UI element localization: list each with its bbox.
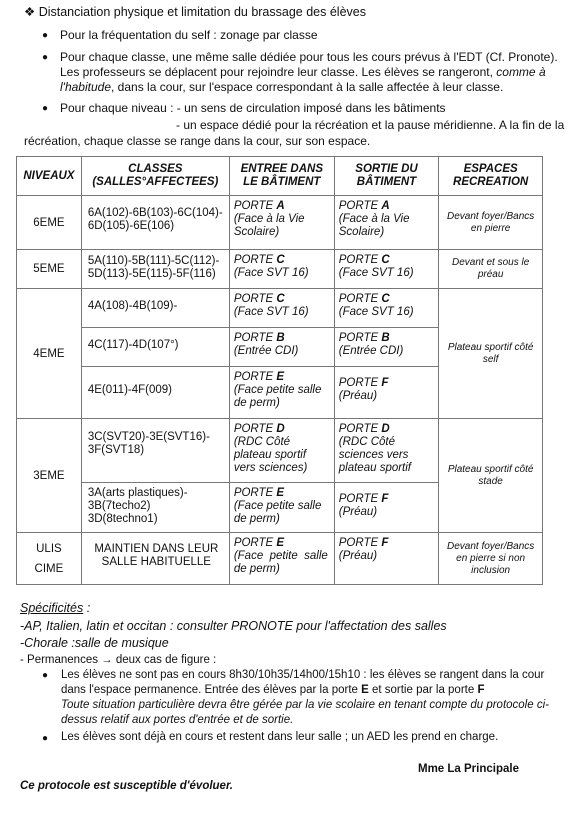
porte-letter: A — [276, 200, 285, 212]
cell-line: en pierre si non — [456, 552, 526, 564]
cell-line: 3A(arts plastiques)- — [87, 487, 188, 499]
porte-label: PORTE — [338, 377, 382, 389]
porte-letter: F — [477, 684, 485, 696]
specs-text: dans l'espace permanence. Entrée des élèves par la porte — [61, 684, 362, 696]
cell-line: 3C(SVT20)-3E(SVT16)- — [87, 431, 210, 443]
cell-line: Scolaire) — [233, 226, 280, 238]
porte-letter: E — [276, 371, 285, 383]
header-line: LE BÂTIMENT — [243, 176, 321, 188]
porte-label: PORTE — [338, 493, 382, 505]
porte-letter: A — [381, 200, 390, 212]
cell-line: (RDC Côté — [233, 436, 291, 448]
porte-letter: C — [276, 293, 285, 305]
header-line: CLASSES — [128, 163, 183, 175]
header-line: BÂTIMENT — [356, 176, 417, 188]
specs-bullet-1 — [61, 668, 549, 728]
cell-line: 4A(108)-4B(109)- — [87, 300, 178, 312]
classes-cell — [81, 419, 229, 483]
cell-line: de perm) — [233, 513, 280, 525]
cell-line: (Face petite salle — [233, 500, 322, 512]
heading — [24, 4, 366, 19]
cell-line: vers sciences) — [233, 462, 308, 474]
intro-italic: l'habitude — [60, 80, 111, 94]
porte-letter: B — [276, 332, 285, 344]
sortie-cell — [334, 289, 439, 328]
porte-label: PORTE — [233, 254, 277, 266]
cell-line: (Entrée CDI) — [338, 345, 404, 357]
cell-line: de perm) — [233, 397, 280, 409]
cell-line: préau — [477, 269, 504, 280]
cell-line: (Préau) — [338, 506, 378, 518]
cell-line: (Face petite salle — [233, 550, 328, 562]
sortie-cell — [334, 419, 439, 483]
specs-title — [20, 601, 90, 615]
header-line: ENTREE DANS — [240, 163, 323, 175]
sortie-cell — [334, 250, 439, 289]
specs-line: Les élèves ne sont pas en cours 8h30/10h35/14h00/15h10 : les élèves se rangent dans la cour — [61, 669, 545, 681]
cell-line: CIME — [34, 562, 64, 575]
table-row — [17, 196, 543, 250]
col-espaces — [439, 157, 543, 196]
specs-line: Toute situation particulière devra être gérée par la vie scolaire en tenant compte du protocole ci- — [61, 699, 549, 711]
cell-line: (Face SVT 16) — [233, 306, 309, 318]
entree-cell — [229, 419, 334, 483]
intro-bullet-classe — [60, 50, 565, 95]
niveau-cell: 4EME — [17, 289, 82, 419]
intro-bullet-self: Pour la fréquentation du self : zonage par classe — [60, 28, 318, 42]
entree-cell — [229, 533, 334, 585]
header-line: ESPACES — [463, 163, 518, 175]
cell-line: self — [482, 353, 499, 365]
cell-line: (RDC Côté — [338, 436, 395, 448]
espace-cell — [439, 250, 543, 289]
entree-cell — [229, 289, 334, 328]
niveau-cell: 5EME — [17, 250, 82, 289]
header-line: SORTIE DU — [355, 163, 418, 175]
cell-line: (Entrée CDI) — [233, 345, 299, 357]
porte-label: PORTE — [233, 332, 277, 344]
cell-line: 6D(105)-6E(106) — [87, 220, 175, 232]
cell-line: Plateau sportif côté — [447, 341, 534, 353]
porte-label: PORTE — [338, 332, 382, 344]
porte-label: PORTE — [233, 371, 277, 383]
cell-line: 6A(102)-6B(103)-6C(104)- — [87, 207, 223, 219]
classes-cell — [81, 289, 229, 328]
classes-cell — [81, 367, 229, 419]
intro-line: Pour chaque classe, une même salle dédiée pour tous les cours prévus à l'EDT (Cf. Pronote). — [60, 50, 558, 64]
porte-letter: F — [381, 377, 389, 389]
entree-cell — [229, 328, 334, 367]
classes-cell — [81, 328, 229, 367]
intro-italic: comme à — [496, 65, 546, 79]
intro-line — [60, 80, 565, 95]
specs-text: et sortie par la porte — [368, 684, 478, 696]
intro-text: , dans la cour, sur l'espace correspondant à la salle affectée à leur classe. — [111, 80, 504, 94]
bullet-icon: ● — [42, 670, 49, 681]
porte-letter: C — [276, 254, 285, 266]
cell-line: 3D(8techno1) — [87, 513, 158, 525]
col-entree — [229, 157, 334, 196]
signature: Mme La Principale — [418, 763, 519, 775]
cell-line: Devant et sous le — [452, 257, 530, 268]
intro-line — [60, 65, 565, 80]
intro-niveau-line3: récréation, chaque classe se range dans la cour, sur son espace. — [24, 134, 371, 148]
espace-cell — [439, 289, 543, 419]
cell-line: Plateau sportif côté — [447, 463, 534, 475]
sortie-cell — [334, 367, 439, 419]
porte-label: PORTE — [233, 537, 277, 549]
col-sortie — [334, 157, 439, 196]
col-niveaux: NIVEAUX — [17, 157, 82, 196]
cell-line: (Face à la Vie — [338, 213, 410, 225]
specs-line: dessus relatif aux portes d'entrée et de sortie. — [61, 714, 294, 726]
porte-label: PORTE — [338, 423, 382, 435]
cell-line: (Préau) — [338, 390, 378, 402]
cell-line: (Face SVT 16) — [338, 306, 414, 318]
cell-line: 3B(7techo2) — [87, 500, 151, 512]
specs-chorale: -Chorale :salle de musique — [20, 636, 169, 650]
specs-bullet-2: Les élèves sont déjà en cours et restent dans leur salle ; un AED les prend en charge. — [61, 731, 499, 743]
cell-line: (Face petite salle — [233, 384, 322, 396]
niveau-cell — [17, 533, 82, 585]
cell-line: (Face à la Vie — [233, 213, 305, 225]
entree-cell — [229, 367, 334, 419]
porte-letter: D — [381, 423, 390, 435]
sortie-cell — [334, 533, 439, 585]
sortie-cell — [334, 196, 439, 250]
classes-cell — [81, 250, 229, 289]
intro-text: Les professeurs se déplacent pour rejoindre leur classe. Les élèves se rangeront, — [60, 65, 493, 79]
porte-letter: C — [381, 293, 390, 305]
specs-ap: -AP, Italien, latin et occitan : consulter PRONOTE pour l'affectation des salles — [20, 619, 447, 633]
specs-title-text: Spécificités — [20, 601, 84, 615]
cell-line: SALLE HABITUELLE — [101, 556, 211, 568]
bullet-icon: ● — [42, 30, 49, 41]
porte-label: PORTE — [233, 487, 277, 499]
porte-label: PORTE — [338, 537, 382, 549]
table-row — [17, 419, 543, 483]
col-classes — [81, 157, 229, 196]
cell-line: (Préau) — [338, 550, 378, 562]
cell-line: 5D(113)-5E(115)-5F(116) — [87, 268, 216, 280]
intro-niveau-line2: - un espace dédié pour la récréation et la pause méridienne. A la fin de la — [176, 118, 565, 132]
cell-line: sciences vers — [338, 449, 409, 461]
table-row — [17, 250, 543, 289]
diamond-bullet-icon: ❖ — [24, 5, 36, 19]
entree-cell — [229, 196, 334, 250]
classes-cell — [81, 483, 229, 533]
cell-line: inclusion — [471, 564, 511, 576]
porte-letter: C — [381, 254, 390, 266]
table-header-row — [17, 157, 543, 196]
bullet-icon: ● — [42, 733, 49, 744]
porte-letter: F — [381, 493, 389, 505]
intro-bullet-niveau: Pour chaque niveau : - un sens de circulation imposé dans les bâtiments — [60, 101, 446, 115]
bullet-icon: ● — [42, 103, 49, 114]
cell-line: de perm) — [233, 563, 280, 575]
espace-cell — [439, 196, 543, 250]
specs-title-colon: : — [83, 601, 91, 615]
cell-line: (Face SVT 16) — [233, 267, 309, 279]
heading-text: Distanciation physique et limitation du brassage des élèves — [38, 5, 366, 19]
table-row — [17, 533, 543, 585]
cell-line: Scolaire) — [338, 226, 385, 238]
cell-line: MAINTIEN DANS LEUR — [94, 543, 219, 555]
porte-letter: E — [276, 537, 285, 549]
espace-cell — [439, 533, 543, 585]
espace-cell — [439, 419, 543, 533]
porte-label: PORTE — [338, 293, 382, 305]
cell-line: ULIS — [36, 542, 62, 555]
header-line: RECREATION — [453, 176, 529, 188]
porte-letter: F — [381, 537, 389, 549]
cell-line: 4E(011)-4F(009) — [87, 384, 172, 396]
cell-line: plateau sportif — [338, 462, 412, 474]
cell-line: Devant foyer/Bancs — [447, 540, 535, 552]
cell-line: stade — [478, 475, 503, 487]
cell-line: 4C(117)-4D(107°) — [87, 339, 179, 351]
header-line: (SALLES°AFFECTEES) — [92, 176, 219, 188]
sortie-cell — [334, 328, 439, 367]
classes-table — [16, 156, 543, 585]
niveau-cell: 3EME — [17, 419, 82, 533]
bullet-icon: ● — [42, 52, 49, 63]
specs-line — [61, 683, 549, 698]
porte-label: PORTE — [338, 254, 382, 266]
entree-cell — [229, 483, 334, 533]
cell-line: en pierre — [470, 222, 511, 234]
table-row — [17, 289, 543, 328]
porte-label: PORTE — [233, 423, 277, 435]
classes-cell — [81, 533, 229, 585]
porte-label: PORTE — [233, 293, 277, 305]
porte-letter: E — [361, 684, 369, 696]
sortie-cell — [334, 483, 439, 533]
porte-letter: B — [381, 332, 390, 344]
specs-permanences: - Permanences → deux cas de figure : — [20, 654, 217, 666]
porte-label: PORTE — [338, 200, 382, 212]
cell-line: 5A(110)-5B(111)-5C(112)- — [87, 255, 220, 267]
cell-line: 3F(SVT18) — [87, 444, 145, 456]
porte-letter: D — [276, 423, 285, 435]
cell-line: Devant foyer/Bancs — [447, 210, 535, 222]
cell-line: plateau sportif — [233, 449, 307, 461]
niveau-cell: 6EME — [17, 196, 82, 250]
porte-label: PORTE — [233, 200, 277, 212]
porte-letter: E — [276, 487, 285, 499]
protocol-note: Ce protocole est susceptible d'évoluer. — [20, 780, 233, 792]
cell-line: (Face SVT 16) — [338, 267, 414, 279]
classes-cell — [81, 196, 229, 250]
entree-cell — [229, 250, 334, 289]
